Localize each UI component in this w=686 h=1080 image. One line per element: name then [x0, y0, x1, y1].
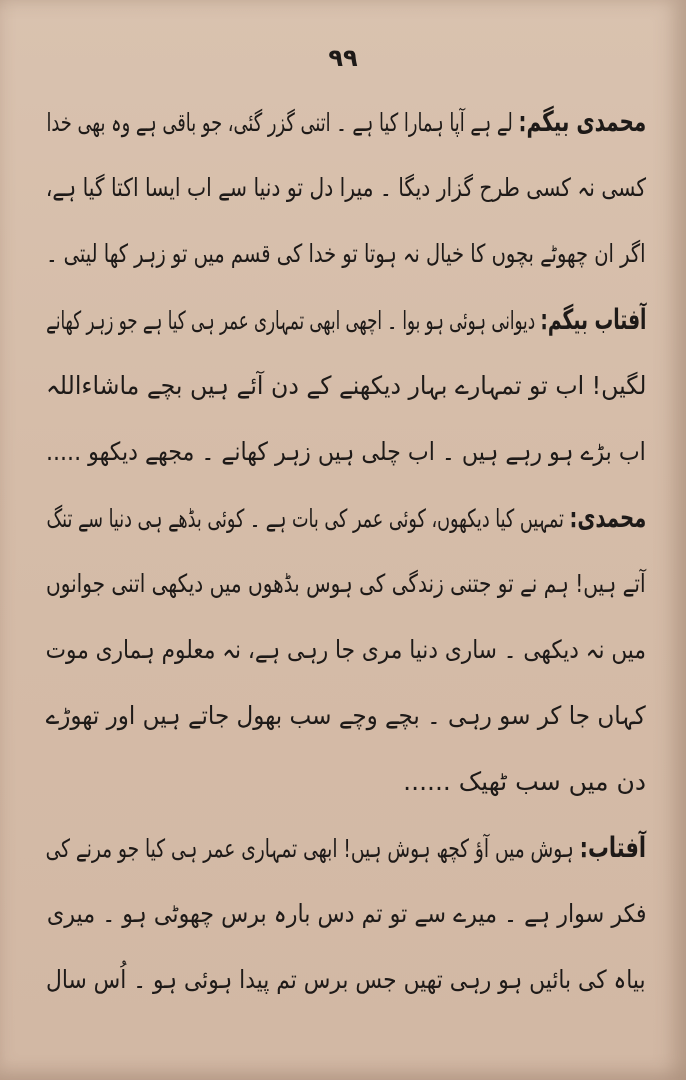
line-text: فکر سوار ہے ۔ میرے سے تو تم دس بارہ برس چھوٹی ہو ۔ میری — [46, 899, 646, 928]
text-line — [46, 300, 646, 348]
speaker-name: آفتاب: — [579, 831, 646, 864]
line-text: لے ہے آپا ہمارا کیا ہے ۔ اتنی گزر گئی، جو باقی ہے وہ بھی خدا — [46, 108, 513, 137]
speaker-name: آفتاب بیگم: — [540, 303, 646, 336]
line-text: دن میں سب ٹھیک ...... — [403, 767, 646, 796]
text-line — [46, 564, 646, 612]
text-line — [46, 432, 646, 480]
text-line — [46, 168, 646, 216]
line-text: کہاں جا کر سو رہی ۔ بچے وچے سب بھول جاتے ہیں اور تھوڑے — [45, 701, 646, 730]
text-line — [46, 696, 646, 744]
line-text: ہوش میں آؤ کچھ ہوش ہیں! ابھی تمہاری عمر ہی کیا جو مرنے کی — [45, 834, 574, 863]
speaker-name: محمدی بیگم: — [518, 105, 646, 138]
speaker-name: محمدی: — [569, 501, 646, 534]
text-line — [46, 102, 646, 150]
line-text: آتے ہیں! ہم نے تو جتنی زندگی کی ہوس بڈھوں میں دیکھی اتنی جوانوں — [46, 569, 646, 598]
text-line — [46, 894, 646, 942]
text-line — [46, 828, 646, 876]
text-line — [45, 366, 646, 414]
line-text: اب بڑے ہو رہے ہیں ۔ اب چلی ہیں زہر کھانے ۔ مجھے دیکھو ..... — [46, 437, 646, 466]
page-number: ۹۹ — [328, 44, 358, 72]
line-text: تمہیں کیا دیکھوں، کوئی عمر کی بات ہے ۔ کوئی بڈھے ہی دنیا سے تنگ — [46, 504, 564, 533]
text-line — [403, 762, 646, 810]
text-line — [46, 234, 646, 282]
text-line — [46, 498, 646, 546]
text-line — [46, 630, 646, 678]
line-text: میں نہ دیکھی ۔ ساری دنیا مری جا رہی ہے، نہ معلوم ہماری موت — [45, 635, 646, 664]
line-text: دیوانی ہوئی ہو بوا ۔ اچھی ابھی تمہاری عمر ہی کیا ہے جو زہر کھانے — [45, 306, 535, 335]
line-text: لگیں! اب تو تمہارے بہار دیکھنے کے دن آئے ہیں بچے ماشاءاللہ — [45, 371, 646, 400]
line-text: اگر ان چھوٹے بچوں کا خیال نہ ہوتا تو خدا کی قسم میں تو زہر کھا لیتی ۔ — [46, 239, 646, 268]
text-line — [46, 960, 646, 1008]
line-text: کسی نہ کسی طرح گزار دیگا ۔ میرا دل تو دنیا سے اب ایسا اکتا گیا ہے، — [45, 173, 646, 202]
line-text: بیاہ کی بائیں ہو رہی تھیں جس برس تم پیدا ہوئی ہو ۔ اُس سال — [46, 965, 646, 994]
